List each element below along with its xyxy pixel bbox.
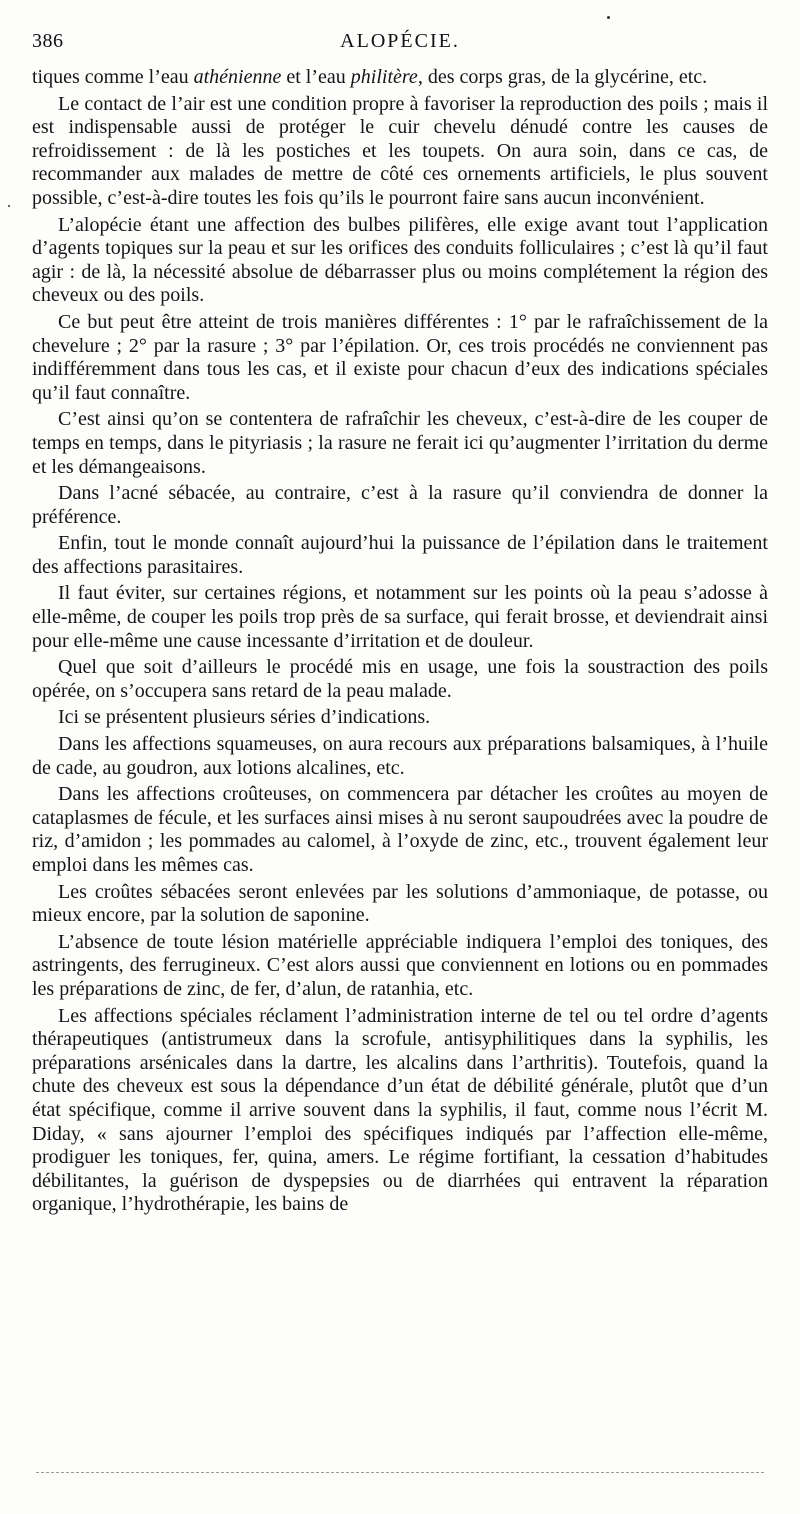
- page-header: [32, 30, 768, 58]
- paragraph-12: Dans les affections croûteuses, on commencera par détacher les croûtes au moyen de cataplasmes de fécule, et les surfaces ainsi mises à nu seront saupoudrées avec la poudre de riz, d’amidon ; les pommades au calomel, à l’oxyde de zinc, etc., trouvent également leur emploi dans les mêmes cas.: [32, 783, 768, 876]
- paragraph-text: et l’eau: [281, 66, 351, 88]
- paragraph-text: tiques comme l’eau: [32, 66, 194, 88]
- paragraph-11: Dans les affections squameuses, on aura recours aux préparations balsamiques, à l’huile de cade, au goudron, aux lotions alcalines, etc.: [32, 733, 768, 779]
- italic-term: philitère: [350, 66, 418, 88]
- paragraph-14: L’absence de toute lésion matérielle appréciable indiquera l’emploi des toniques, des astringents, des ferrugineux. C’est alors aussi que conviennent en lotions ou en pommades les préparations de zinc, de fer, d’alun, de ratanhia, etc.: [32, 930, 768, 1000]
- paragraph-7: Enfin, tout le monde connaît aujourd’hui la puissance de l’épilation dans le traitement des affections parasitaires.: [32, 532, 768, 578]
- paragraph-13: Les croûtes sébacées seront enlevées par les solutions d’ammoniaque, de potasse, ou mieux encore, par la solution de saponine.: [32, 880, 768, 927]
- italic-term: athénienne: [193, 66, 282, 88]
- paragraph-15: Les affections spéciales réclament l’administration interne de tel ou tel ordre d’agents thérapeutiques (antistrumeux dans la scrofule, antisyphilitiques dans la syphilis, les préparations arsénicales dans la dartre, les alcalins dans l’arthritis). Toutefois, quand la chute des cheveux est sous la dépendance d’un état de débilité générale, plutôt que d’un état spécifique, comme il arrive souvent dans la syphilis, il faut, comme nous l’écrit M. Diday, « sans ajourner l’emploi des spécifiques indiqués par l’affection elle-même, prodiguer les toniques, fer, quina, amers. Le régime fortifiant, la cessation d’habitudes débilitantes, la guérison de dyspepsies ou de diarrhées qui entravent la réparation organique, l’hydrothérapie, les bains de: [32, 1004, 768, 1216]
- page-body: [32, 66, 768, 1220]
- footer-rule: [36, 1472, 764, 1473]
- ink-speck: [607, 16, 610, 19]
- paragraph-text: , des corps gras, de la glycérine, etc.: [417, 66, 708, 88]
- paragraph-5: C’est ainsi qu’on se contentera de rafraîchir les cheveux, c’est-à-dire de les couper de temps en temps, dans le pityriasis ; la rasure ne ferait ici qu’augmenter l’irritation du derme et les démangeaisons.: [32, 408, 768, 478]
- paragraph-2: Le contact de l’air est une condition propre à favoriser la reproduction des poils ; mais il est indispensable aussi de protéger le cuir chevelu dénudé contre les causes de refroidissement : de là les postiches et les toupets. On aura soin, dans ce cas, de recommander aux malades de mettre de côté ces ornements artificiels, le plus souvent possible, c’est-à-dire toutes les fois qu’ils le pourront faire sans aucun inconvénient.: [32, 92, 768, 209]
- paragraph-6: Dans l’acné sébacée, au contraire, c’est à la rasure qu’il conviendra de donner la préférence.: [32, 482, 768, 528]
- ink-speck: [8, 205, 10, 207]
- page-number: 386: [32, 30, 64, 52]
- paragraph-3: L’alopécie étant une affection des bulbes pilifères, elle exige avant tout l’application d’agents topiques sur la peau et sur les orifices des conduits folliculaires ; c’est là qu’il faut agir : de là, la nécessité absolue de débarrasser plus ou moins complétement la région des cheveux ou des poils.: [32, 213, 768, 307]
- paragraph-10: Ici se présentent plusieurs séries d’indications.: [58, 706, 431, 729]
- paragraph-4: Ce but peut être atteint de trois manières différentes : 1° par le rafraîchissement de la chevelure ; 2° par la rasure ; 3° par l’épilation. Or, ces trois procédés ne conviennent pas indifféremment dans tous les cas, et il existe pour chacun d’eux des indications spéciales qu’il faut connaître.: [32, 310, 768, 404]
- paragraph-8: Il faut éviter, sur certaines régions, et notamment sur les points où la peau s’adosse à elle-même, de couper les poils trop près de sa surface, qui ferait brosse, et deviendrait ainsi pour elle-même une cause incessante d’irritation et de douleur.: [32, 582, 768, 652]
- running-title: ALOPÉCIE.: [340, 30, 460, 52]
- paragraph-9: Quel que soit d’ailleurs le procédé mis en usage, une fois la soustraction des poils opérée, on s’occupera sans retard de la peau malade.: [32, 656, 768, 702]
- paragraph-1: [32, 66, 768, 90]
